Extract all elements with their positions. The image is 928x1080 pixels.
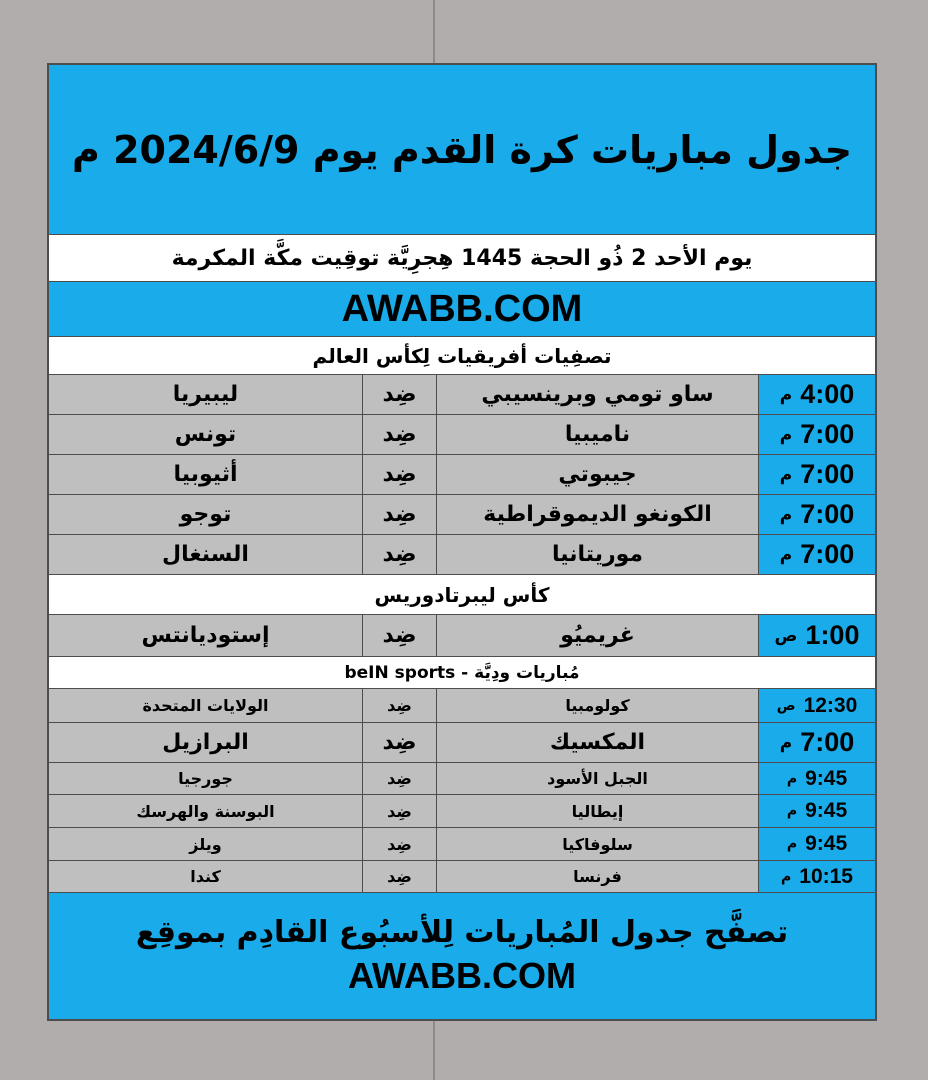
time-value: 9:45 bbox=[805, 832, 848, 855]
match-row bbox=[49, 723, 875, 763]
match-row bbox=[49, 375, 875, 415]
away-team: أثيوبيا bbox=[49, 455, 363, 494]
section-header-libertadores: كأس ليبرتادوريس bbox=[49, 575, 875, 615]
time-value: 4:00 bbox=[800, 379, 855, 409]
vs-label: ضِد bbox=[363, 828, 437, 860]
time-suffix: م bbox=[779, 732, 793, 753]
time-value: 10:15 bbox=[799, 864, 853, 888]
home-team: الجبل الأسود bbox=[437, 763, 759, 794]
match-time bbox=[759, 861, 875, 892]
page-title: جدول مباريات كرة القدم يوم 2024/6/9 م bbox=[49, 65, 875, 235]
time-suffix: م bbox=[779, 544, 793, 565]
vs-label: ضِد bbox=[363, 375, 437, 414]
home-team: ناميبيا bbox=[437, 415, 759, 454]
away-team: ليبيريا bbox=[49, 375, 363, 414]
away-team: توجو bbox=[49, 495, 363, 534]
home-team: الكونغو الديموقراطية bbox=[437, 495, 759, 534]
match-time bbox=[759, 375, 875, 414]
away-team: جورجيا bbox=[49, 763, 363, 794]
match-time bbox=[759, 689, 875, 722]
time-suffix: م bbox=[786, 770, 798, 787]
match-row bbox=[49, 415, 875, 455]
home-team: جيبوتي bbox=[437, 455, 759, 494]
home-team: كولومبيا bbox=[437, 689, 759, 722]
footer-banner bbox=[49, 893, 875, 1019]
time-value: 7:00 bbox=[800, 499, 855, 529]
time-value: 7:00 bbox=[800, 459, 855, 489]
time-suffix: م bbox=[779, 504, 793, 525]
away-team: تونس bbox=[49, 415, 363, 454]
match-time bbox=[759, 455, 875, 494]
home-team: ساو تومي وبرينسيبي bbox=[437, 375, 759, 414]
home-team: إيطاليا bbox=[437, 795, 759, 827]
home-team: المكسيك bbox=[437, 723, 759, 762]
footer-site: AWABB.COM bbox=[348, 955, 576, 996]
vs-label: ضِد bbox=[363, 535, 437, 574]
time-suffix: م bbox=[779, 384, 793, 405]
section-header-friendlies: مُباريات ودِيَّة - beIN sports bbox=[49, 657, 875, 689]
time-value: 7:00 bbox=[800, 539, 855, 569]
match-row bbox=[49, 495, 875, 535]
away-team: ويلز bbox=[49, 828, 363, 860]
time-suffix: م bbox=[779, 424, 793, 445]
match-time bbox=[759, 763, 875, 794]
match-row bbox=[49, 615, 875, 657]
away-team: كندا bbox=[49, 861, 363, 892]
match-row bbox=[49, 861, 875, 893]
match-row bbox=[49, 828, 875, 861]
footer-text: تصفَّح جدول المُباريات لِلأسبُوع القادِم بموقِع bbox=[135, 915, 789, 950]
vs-label: ضِد bbox=[363, 795, 437, 827]
time-value: 9:45 bbox=[805, 766, 848, 790]
match-row bbox=[49, 535, 875, 575]
time-value: 7:00 bbox=[800, 727, 855, 757]
schedule-sheet bbox=[47, 63, 877, 1021]
match-time bbox=[759, 828, 875, 860]
time-value: 9:45 bbox=[805, 799, 848, 822]
away-team: إستوديانتس bbox=[49, 615, 363, 656]
away-team: السنغال bbox=[49, 535, 363, 574]
time-suffix: م bbox=[786, 803, 798, 819]
away-team: الولايات المتحدة bbox=[49, 689, 363, 722]
home-team: غريميُو bbox=[437, 615, 759, 656]
match-row bbox=[49, 689, 875, 723]
section-header-qualifiers: تصفِيات أفريقيات لِكأس العالم bbox=[49, 337, 875, 375]
away-team: البرازيل bbox=[49, 723, 363, 762]
match-time bbox=[759, 495, 875, 534]
match-time bbox=[759, 723, 875, 762]
vs-label: ضِد bbox=[363, 495, 437, 534]
match-time bbox=[759, 795, 875, 827]
match-row bbox=[49, 763, 875, 795]
vs-label: ضِد bbox=[363, 415, 437, 454]
time-value: 1:00 bbox=[805, 620, 860, 650]
vs-label: ضِد bbox=[363, 861, 437, 892]
time-suffix: ص bbox=[776, 697, 796, 714]
vs-label: ضِد bbox=[363, 455, 437, 494]
home-team: موريتانيا bbox=[437, 535, 759, 574]
site-band: AWABB.COM bbox=[49, 282, 875, 337]
time-suffix: ص bbox=[774, 625, 798, 646]
vs-label: ضِد bbox=[363, 615, 437, 656]
vs-label: ضِد bbox=[363, 689, 437, 722]
time-value: 7:00 bbox=[800, 419, 855, 449]
away-team: البوسنة والهرسك bbox=[49, 795, 363, 827]
time-suffix: م bbox=[781, 868, 792, 885]
time-suffix: م bbox=[779, 464, 793, 485]
match-row bbox=[49, 795, 875, 828]
home-team: سلوفاكيا bbox=[437, 828, 759, 860]
match-time bbox=[759, 415, 875, 454]
date-line: يوم الأحد 2 ذُو الحجة 1445 هِجرِيَّة توقِيت مكَّة المكرمة bbox=[49, 235, 875, 282]
match-time bbox=[759, 535, 875, 574]
home-team: فرنسا bbox=[437, 861, 759, 892]
match-time bbox=[759, 615, 875, 656]
time-value: 12:30 bbox=[803, 693, 858, 717]
match-row bbox=[49, 455, 875, 495]
vs-label: ضِد bbox=[363, 723, 437, 762]
time-suffix: م bbox=[786, 836, 798, 852]
vs-label: ضِد bbox=[363, 763, 437, 794]
